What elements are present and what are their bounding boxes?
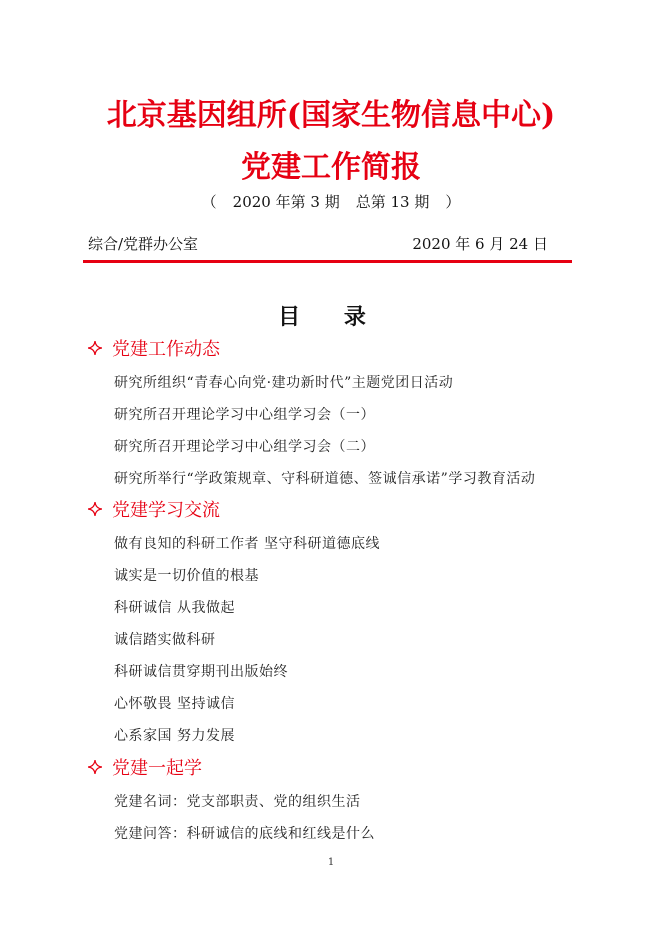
toc-item[interactable]: 做有良知的科研工作者 坚守科研道德底线 bbox=[114, 536, 380, 552]
page-number: 1 bbox=[327, 857, 335, 868]
toc-item[interactable]: 科研诚信贯穿期刊出版始终 bbox=[114, 664, 288, 680]
toc-item[interactable]: 科研诚信 从我做起 bbox=[114, 600, 235, 616]
publish-date: 2020 年 6 月 24 日 bbox=[412, 235, 548, 253]
toc-section-learn-together bbox=[88, 755, 202, 779]
department-label: 综合/党群办公室 bbox=[88, 235, 199, 253]
issue-total: 总第 13 期 bbox=[355, 193, 430, 211]
section-title: 党建工作动态 bbox=[112, 339, 220, 360]
four-point-star-icon bbox=[88, 502, 102, 516]
issue-close-paren: ） bbox=[445, 193, 461, 211]
toc-item[interactable]: 研究所组织“青春心向党·建功新时代”主题党团日活动 bbox=[114, 375, 454, 391]
toc-item[interactable]: 研究所召开理论学习中心组学习会（二） bbox=[114, 439, 375, 455]
header-divider bbox=[83, 260, 572, 263]
toc-item[interactable]: 诚实是一切价值的根基 bbox=[114, 568, 259, 584]
issue-number: 2020 年第 3 期 bbox=[232, 193, 340, 211]
toc-item[interactable]: 研究所举行“学政策规章、守科研道德、签诚信承诺”学习教育活动 bbox=[114, 471, 536, 487]
toc-section-party-study-exchange bbox=[88, 497, 220, 521]
issue-info bbox=[0, 191, 662, 212]
toc-item[interactable]: 心怀敬畏 坚持诚信 bbox=[114, 696, 235, 712]
toc-item[interactable]: 诚信踏实做科研 bbox=[114, 632, 216, 648]
toc-item[interactable]: 党建问答：科研诚信的底线和红线是什么 bbox=[114, 826, 375, 842]
section-title: 党建一起学 bbox=[112, 758, 202, 779]
organization-title: 北京基因组所(国家生物信息中心) bbox=[106, 98, 556, 133]
bulletin-title: 党建工作简报 bbox=[241, 150, 421, 185]
toc-item[interactable]: 研究所召开理论学习中心组学习会（一） bbox=[114, 407, 375, 423]
toc-item[interactable]: 党建名词：党支部职责、党的组织生活 bbox=[114, 794, 361, 810]
section-title: 党建学习交流 bbox=[112, 500, 220, 521]
meta-row bbox=[88, 233, 548, 254]
toc-item[interactable]: 心系家国 努力发展 bbox=[114, 728, 235, 744]
four-point-star-icon bbox=[88, 760, 102, 774]
four-point-star-icon bbox=[88, 341, 102, 355]
toc-heading: 目 录 bbox=[278, 304, 384, 330]
toc-section-party-work-news bbox=[88, 336, 220, 360]
issue-open-paren: （ bbox=[201, 193, 217, 211]
